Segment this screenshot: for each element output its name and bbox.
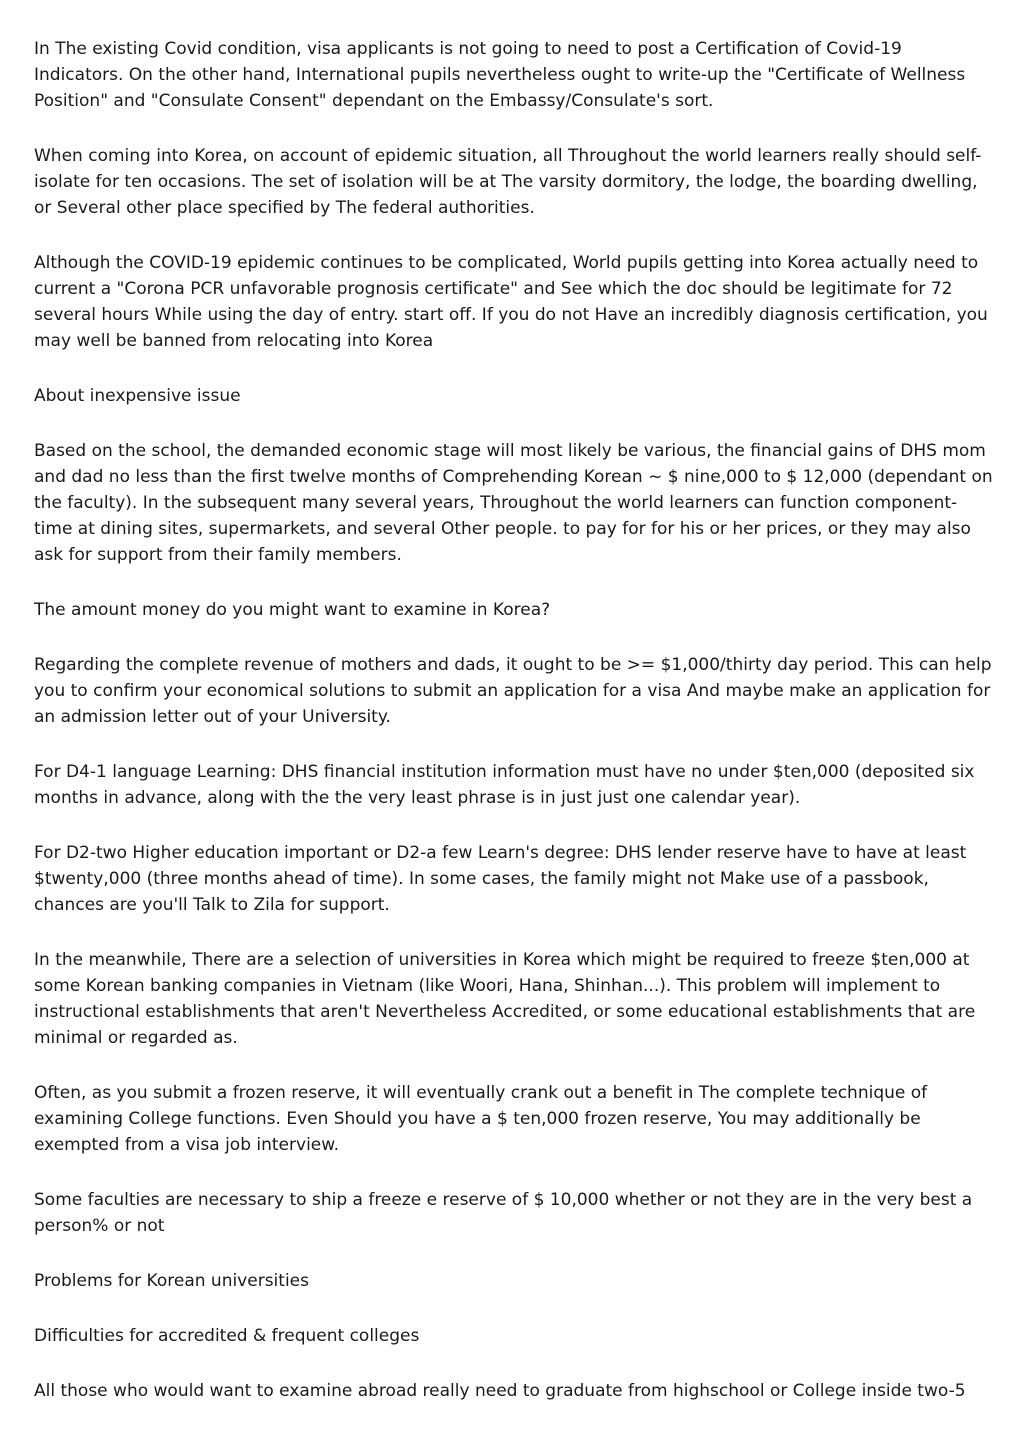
- paragraph-frozen-reserve-benefit: Often, as you submit a frozen reserve, it will eventually crank out a benefit in The complete technique of examining College functions. Even Should you have a $ ten,000 frozen reserve, You may additionally be exempted from a visa job interview.: [34, 1083, 928, 1155]
- paragraph-d2-2: For D2-two Higher education important or D2-a few Learn's degree: DHS lender reserve have to have at least $twenty,000 (three months ahead of time). In some cases, the family might not Make use of a passbook, chances are you'll Talk to Zila for support.: [34, 843, 967, 915]
- heading-inexpensive-issue: About inexpensive issue: [34, 386, 241, 406]
- paragraph-graduate-requirement: All those who would want to examine abroad really need to graduate from highschool or College inside two-5: [34, 1381, 966, 1401]
- heading-money-question: The amount money do you might want to examine in Korea?: [34, 600, 551, 620]
- document-body: [34, 36, 994, 1433]
- heading-korean-universities: Problems for Korean universities: [34, 1271, 309, 1291]
- paragraph-pcr-certificate: Although the COVID-19 epidemic continues to be complicated, World pupils getting into Korea actually need to current a "Corona PCR unfavorable prognosis certificate" and See which the doc should be legitimate for 72 several hours While using the day of entry. start off. If you do not Have an incredibly diagnosis certification, you may well be banned from relocating into Korea: [34, 253, 988, 351]
- heading-accredited-colleges: Difficulties for accredited & frequent colleges: [34, 1326, 420, 1346]
- paragraph-covid-certificates: In The existing Covid condition, visa applicants is not going to need to post a Certification of Covid-19 Indicators. On the other hand, International pupils nevertheless ought to write-up the "Certificate of Wellness Position" and "Consulate Consent" dependant on the Embassy/Consulate's sort.: [34, 39, 966, 111]
- paragraph-d4-1: For D4-1 language Learning: DHS financial institution information must have no under $ten,000 (deposited six months in advance, along with the the very least phrase is in just just one calendar year).: [34, 762, 975, 808]
- paragraph-faculties-freeze: Some faculties are necessary to ship a freeze e reserve of $ 10,000 whether or not they are in the very best a person% or not: [34, 1190, 973, 1236]
- paragraph-financial-level: Based on the school, the demanded economic stage will most likely be various, the financial gains of DHS mom and dad no less than the first twelve months of Comprehending Korean ~ $ nine,000 to $ 12,000 (dependant on the faculty). In the subsequent many several years, Throughout the world learners can function component-time at dining sites, supermarkets, and several Other people. to pay for for his or her prices, or they may also ask for support from their family members.: [34, 441, 993, 565]
- paragraph-parent-revenue: Regarding the complete revenue of mothers and dads, it ought to be >= $1,000/thirty day period. This can help you to confirm your economical solutions to submit an application for a visa And maybe make an application for an admission letter out of your University.: [34, 655, 992, 727]
- paragraph-freeze-deposit: In the meanwhile, There are a selection of universities in Korea which might be required to freeze $ten,000 at some Korean banking companies in Vietnam (like Woori, Hana, Shinhan...). This problem will implement to instructional establishments that aren't Nevertheless Accredited, or some educational establishments that are minimal or regarded as.: [34, 950, 976, 1048]
- paragraph-self-isolation: When coming into Korea, on account of epidemic situation, all Throughout the world learners really should self-isolate for ten occasions. The set of isolation will be at The varsity dormitory, the lodge, the boarding dwelling, or Several other place specified by The federal authorities.: [34, 146, 982, 218]
